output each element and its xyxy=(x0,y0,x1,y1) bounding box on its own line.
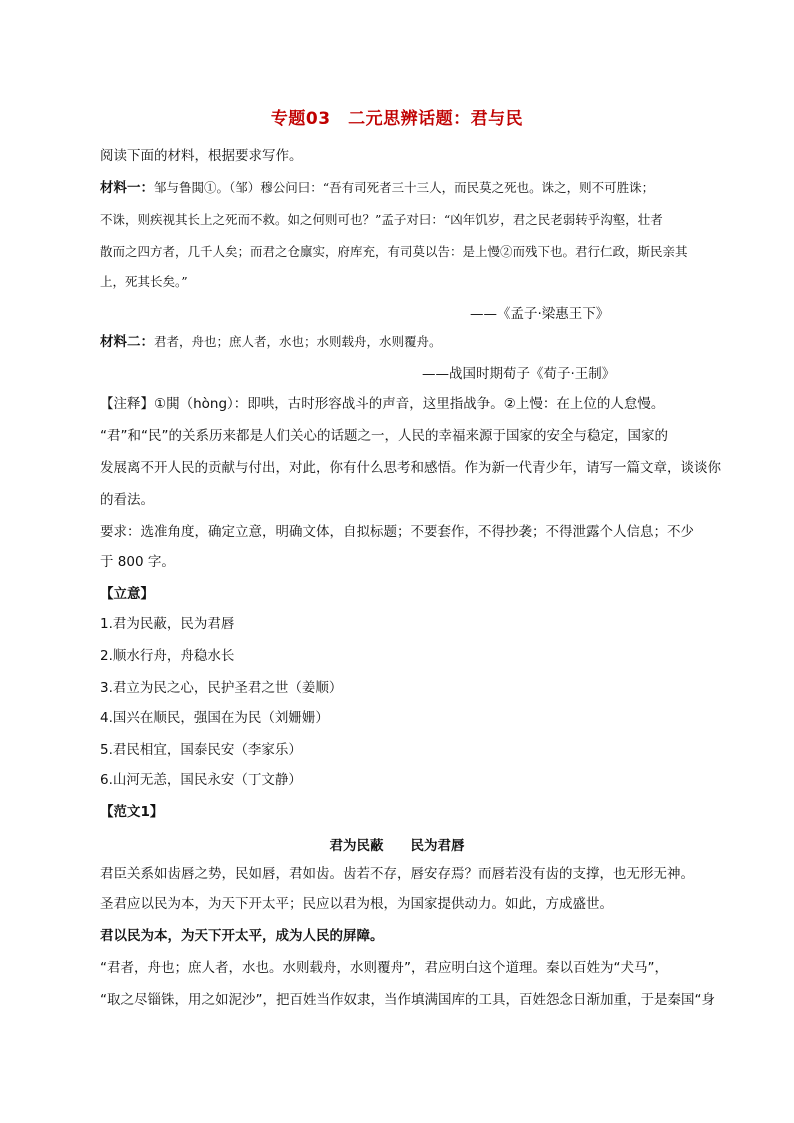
essay-line-2: 圣君应以民为本，为天下开太平；民应以君为根，为国家提供动力。如此，方成盛世。 xyxy=(100,896,613,912)
idea-item-4: 4.国兴在顺民，强国在为民（刘姗姗） xyxy=(100,710,329,726)
prompt-line-3: 的看法。 xyxy=(100,492,154,508)
note-text: 【注释】①閧（hòng）：即哄，古时形容战斗的声音，这里指战争。②上慢：在上位的人怠慢。 xyxy=(100,396,665,412)
material1-label: 材料一： xyxy=(100,180,154,196)
essay-title: 君为民蔽 民为君唇 xyxy=(329,838,465,854)
material1-line-4: 上，死其长矣。” xyxy=(100,274,188,289)
requirement-line-1: 要求：选准角度，确定立意，明确文体，自拟标题；不要套作，不得抄袭；不得泄露个人信息；不少 xyxy=(100,524,694,540)
prompt-line-2: 发展离不开人民的贡献与付出，对此，你有什么思考和感悟。作为新一代青少年，请写一篇文章，谈谈你 xyxy=(100,460,721,476)
material1-line-2: 不诛，则疾视其长上之死而不救。如之何则可也？”孟子对曰：“凶年饥岁，君之民老弱转乎沟壑，壮者 xyxy=(100,212,663,227)
idea-item-2: 2.顺水行舟，舟稳水长 xyxy=(100,648,235,664)
material1-line-1: 材料一：邹与鲁閧①。（邹）穆公问曰：“吾有司死者三十三人，而民莫之死也。诛之，则不可胜诛； xyxy=(100,180,655,196)
idea-item-3: 3.君立为民之心，民护圣君之世（姜顺） xyxy=(100,680,343,696)
material2-source: ——战国时期荀子《荀子·王制》 xyxy=(422,366,616,382)
essay-line-4: “取之尽锱铢，用之如泥沙”，把百姓当作奴隶，当作填满国库的工具，百姓怨念日渐加重，于是秦国“身 xyxy=(100,992,715,1008)
idea-item-5: 5.君民相宜，国泰民安（李家乐） xyxy=(100,742,302,758)
material2-line xyxy=(100,332,700,352)
essay-line-1: 君臣关系如齿唇之势，民如唇，君如齿。齿若不存，唇安存焉？而唇若没有齿的支撑，也无形无神。 xyxy=(100,866,694,882)
idea-item-6: 6.山河无恙，国民永安（丁文静） xyxy=(100,772,302,788)
prompt-line-1: “君”和“民”的关系历来都是人们关心的话题之一，人民的幸福来源于国家的安全与稳定，国家的 xyxy=(100,428,668,444)
material2-text: 君者，舟也；庶人者，水也；水则载舟，水则覆舟。 xyxy=(154,334,442,349)
idea-item-1: 1.君为民蔽，民为君唇 xyxy=(100,616,235,632)
essay-line-3: “君者，舟也；庶人者，水也。水则载舟，水则覆舟”，君应明白这个道理。秦以百姓为“犬马”， xyxy=(100,960,668,976)
document-title: 专题03 二元思辨话题：君与民 xyxy=(270,109,524,129)
material1-line-3: 散而之四方者，几千人矣；而君之仓廪实，府库充，有司莫以告：是上慢②而残下也。君行仁政，斯民亲其 xyxy=(100,244,688,259)
material2-label: 材料二： xyxy=(100,334,154,350)
ideas-header: 【立意】 xyxy=(100,586,154,602)
essay-bold-line: 君以民为本，为天下开太平，成为人民的屏障。 xyxy=(100,928,384,944)
essay-header: 【范文1】 xyxy=(100,804,164,820)
intro-text: 阅读下面的材料，根据要求写作。 xyxy=(100,148,303,164)
material1-source: ——《孟子·梁惠王下》 xyxy=(470,306,610,322)
requirement-line-2: 于 800 字。 xyxy=(100,554,175,570)
